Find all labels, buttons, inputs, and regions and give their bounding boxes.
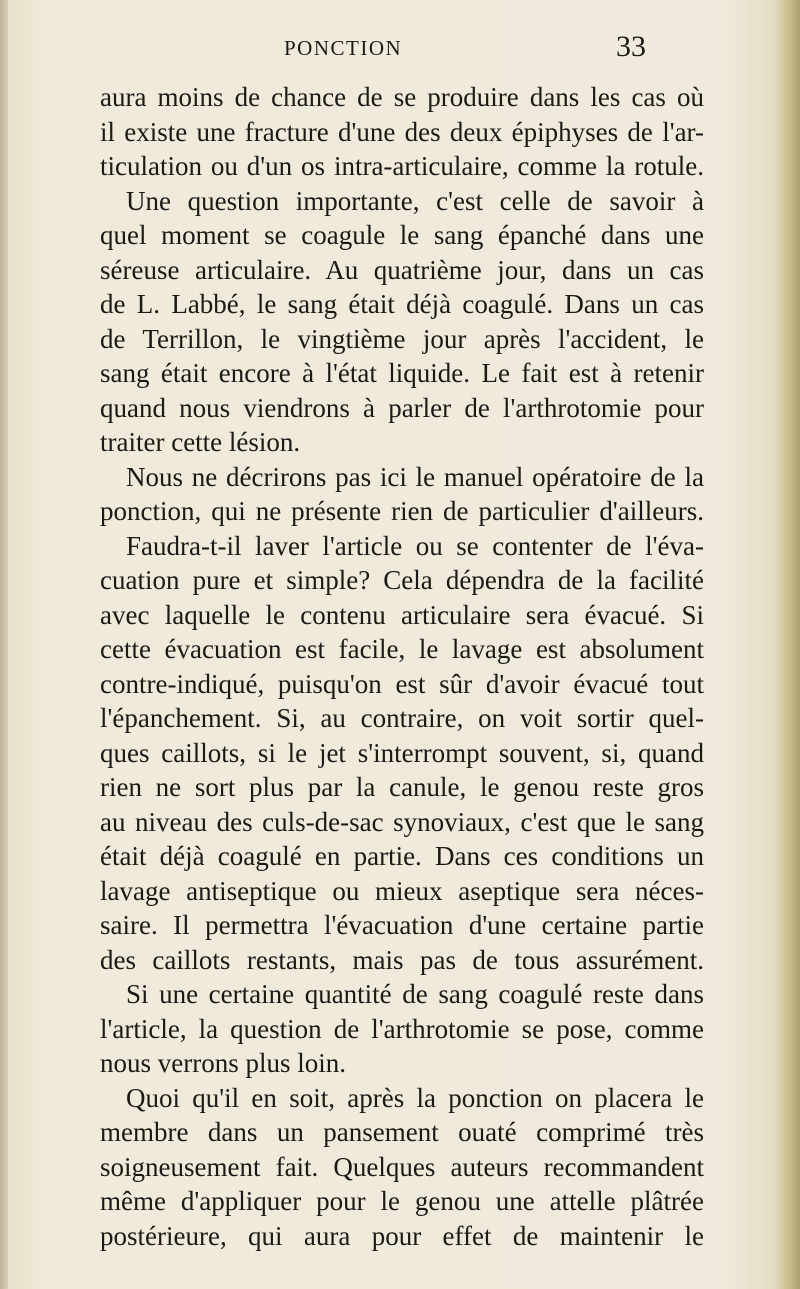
- running-title: PONCTION: [284, 36, 403, 60]
- paragraph-start-line: Quoi qu'il en soit, après la ponction on placera le: [126, 1082, 704, 1113]
- text-line: saire. Il permettra l'évacuation d'une certaine partie: [100, 910, 704, 940]
- text-line: postérieure, qui aura pour effet de maintenir le: [100, 1220, 704, 1251]
- text-line: de L. Labbé, le sang était déjà coagulé. Dans un cas: [100, 289, 704, 319]
- page-right-edge: [774, 0, 800, 1289]
- page-left-edge: [0, 0, 8, 1289]
- text-line: quand nous viendrons à parler de l'arthrotomie pour: [100, 392, 704, 423]
- text-line: lavage antiseptique ou mieux aseptique sera néces-: [100, 875, 704, 906]
- text-line: des caillots restants, mais pas de tous assurément.: [100, 944, 704, 975]
- text-line: séreuse articulaire. Au quatrième jour, dans un cas: [100, 254, 704, 285]
- text-line: ponction, qui ne présente rien de particulier d'ailleurs.: [100, 496, 704, 526]
- text-line: l'épanchement. Si, au contraire, on voit sortir quel-: [100, 703, 704, 733]
- paragraph-start-line: Si une certaine quantité de sang coagulé reste dans: [126, 979, 704, 1009]
- paragraph-end-line: nous verrons plus loin.: [100, 1048, 346, 1078]
- text-line: de Terrillon, le vingtième jour après l'accident, le: [100, 323, 704, 354]
- text-line: cuation pure et simple? Cela dépendra de la facilité: [100, 565, 704, 595]
- text-line: au niveau des culs-de-sac synoviaux, c'est que le sang: [100, 806, 704, 837]
- text-line: même d'appliquer pour le genou une attelle plâtrée: [100, 1186, 704, 1216]
- paragraph-start-line: Faudra-t-il laver l'article ou se contenter de l'éva-: [126, 530, 704, 561]
- text-line: était déjà coagulé en partie. Dans ces conditions un: [100, 841, 704, 871]
- text-line: il existe une fracture d'une des deux épiphyses de l'ar-: [100, 116, 704, 147]
- text-line: soigneusement fait. Quelques auteurs recommandent: [100, 1151, 704, 1182]
- page-number: 33: [616, 30, 646, 63]
- text-line: rien ne sort plus par la canule, le genou reste gros: [100, 772, 704, 802]
- text-line: l'article, la question de l'arthrotomie se pose, comme: [100, 1013, 704, 1044]
- page-header: [0, 28, 800, 72]
- text-line: aura moins de chance de se produire dans les cas où: [100, 82, 704, 112]
- text-line: avec laquelle le contenu articulaire sera évacué. Si: [100, 599, 704, 630]
- text-line: contre-indiqué, puisqu'on est sûr d'avoir évacué tout: [100, 668, 704, 699]
- paragraph-end-line: traiter cette lésion.: [100, 427, 301, 457]
- text-line: sang était encore à l'état liquide. Le fait est à retenir: [100, 358, 704, 388]
- paragraph-start-line: Nous ne décrirons pas ici le manuel opératoire de la: [126, 461, 704, 492]
- text-line: cette évacuation est facile, le lavage est absolument: [100, 634, 704, 664]
- text-line: quel moment se coagule le sang épanché dans une: [100, 220, 704, 250]
- text-line: ticulation ou d'un os intra-articulaire, comme la rotule.: [100, 151, 704, 181]
- text-line: membre dans un pansement ouaté comprimé très: [100, 1117, 704, 1147]
- paragraph-start-line: Une question importante, c'est celle de savoir à: [126, 185, 704, 216]
- text-line: ques caillots, si le jet s'interrompt souvent, si, quand: [100, 737, 704, 768]
- body-text: [100, 80, 704, 1253]
